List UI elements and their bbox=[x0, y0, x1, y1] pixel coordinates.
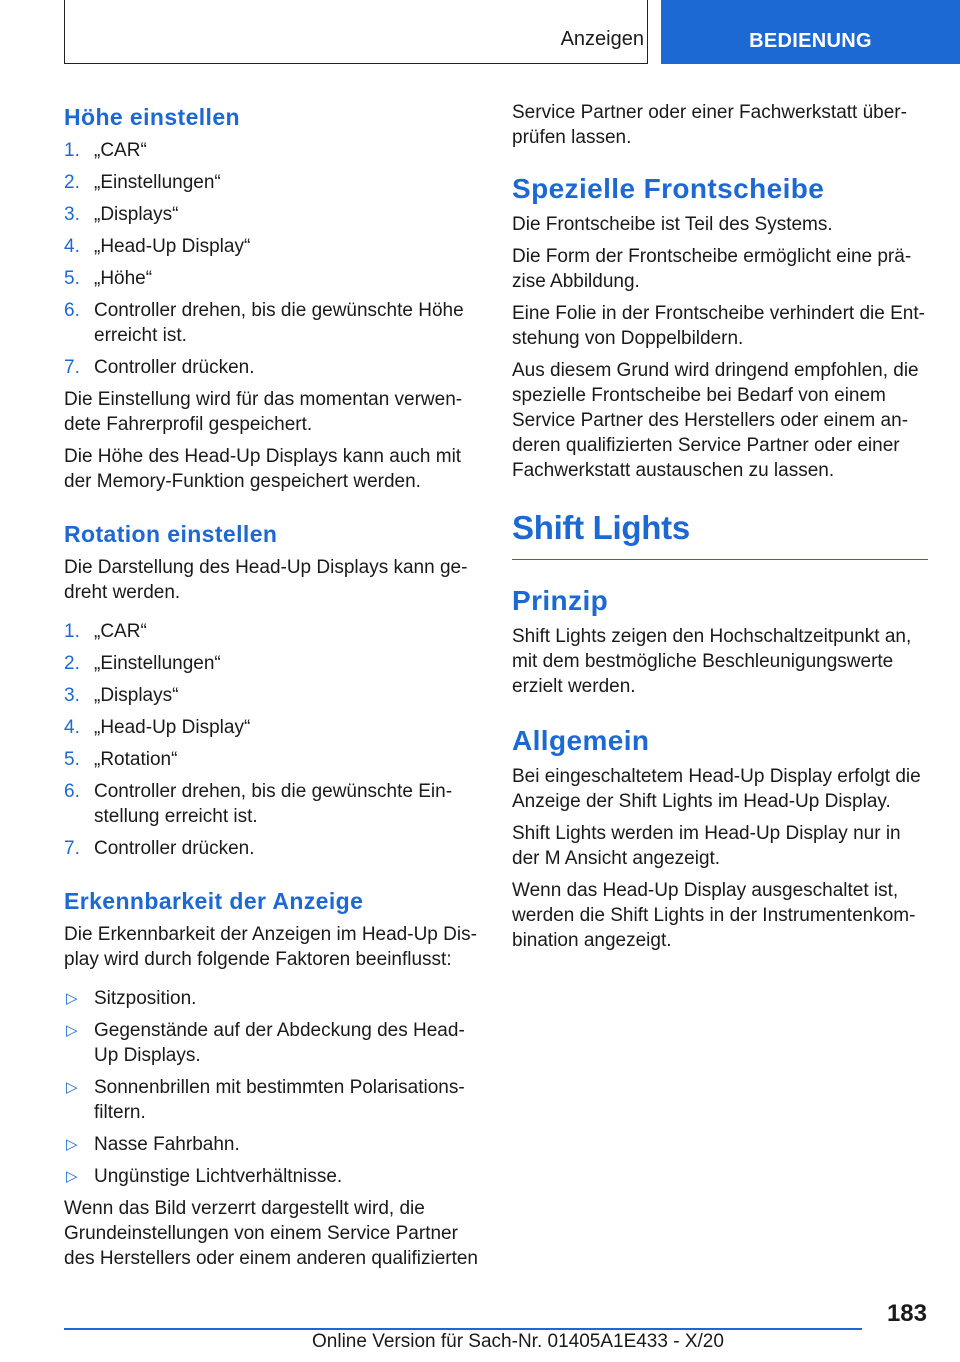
list-item: 4. „Head-Up Display“ bbox=[64, 236, 251, 257]
list-item: 2. „Einstellungen“ bbox=[64, 172, 221, 193]
paragraph: Bei eingeschaltetem Head-Up Display erfolgt die Anzeige der Shift Lights im Head-Up Display. bbox=[512, 766, 921, 812]
paragraph: Die Höhe des Head-Up Displays kann auch mit der Memory-Funktion gespeichert werden. bbox=[64, 446, 462, 492]
list-item: 7. Controller drücken. bbox=[64, 357, 255, 378]
paragraph: Die Frontscheibe ist Teil des Systems. bbox=[512, 214, 833, 235]
footer-online-version: Online Version für Sach-Nr. 01405A1E433 - X/20 bbox=[312, 1331, 724, 1352]
heading-rotation-einstellen: Rotation einstellen bbox=[64, 521, 278, 547]
list-item: 4. „Head-Up Display“ bbox=[64, 717, 251, 738]
heading-erkennbarkeit: Erkennbarkeit der Anzeige bbox=[64, 888, 364, 914]
paragraph: Shift Lights werden im Head-Up Display nur in der M Ansicht angezeigt. bbox=[512, 823, 901, 869]
right-column bbox=[512, 100, 928, 960]
list-item: 5. „Höhe“ bbox=[64, 268, 153, 289]
paragraph: Wenn das Bild verzerrt dargestellt wird, die Grundeinstellungen von einem Service Partner des Herstellers oder einem anderen qualifizierten bbox=[64, 1198, 479, 1269]
triangle-bullet-icon: ▷ bbox=[66, 1136, 78, 1153]
footer-divider bbox=[64, 1328, 862, 1330]
triangle-bullet-icon: ▷ bbox=[66, 1022, 78, 1039]
list-item: ▷ Sonnenbrillen mit bestimmten Polarisationsfiltern. bbox=[66, 1077, 465, 1123]
paragraph: Service Partner oder einer Fachwerkstatt überprüfen lassen. bbox=[512, 102, 907, 148]
heading-hoehe-einstellen: Höhe einstellen bbox=[64, 104, 240, 130]
paragraph: Die Erkennbarkeit der Anzeigen im Head-Up Display wird durch folgende Faktoren beeinflusst: bbox=[64, 924, 477, 970]
heading-spezielle-frontscheibe: Spezielle Frontscheibe bbox=[512, 173, 825, 204]
list-item: ▷ Sitzposition. bbox=[66, 988, 197, 1009]
header-chapter-label: BEDIENUNG bbox=[749, 29, 872, 52]
paragraph: Die Form der Frontscheibe ermöglicht eine präzise Abbildung. bbox=[512, 246, 912, 292]
list-item: ▷ Gegenstände auf der Abdeckung des Head-Up Displays. bbox=[66, 1020, 465, 1066]
steps-hoehe bbox=[64, 138, 478, 380]
list-item: 5. „Rotation“ bbox=[64, 749, 178, 770]
triangle-bullet-icon: ▷ bbox=[66, 1168, 78, 1185]
steps-rotation bbox=[64, 619, 478, 861]
paragraph: Wenn das Head-Up Display ausgeschaltet ist, werden die Shift Lights in der Instrumentenkombination angezeigt. bbox=[512, 880, 916, 951]
left-column bbox=[64, 100, 478, 1278]
paragraph: Die Darstellung des Head-Up Displays kann gedreht werden. bbox=[64, 557, 468, 603]
list-item: 7. Controller drücken. bbox=[64, 838, 255, 859]
paragraph: Shift Lights zeigen den Hochschaltzeitpunkt an, mit dem bestmögliche Beschleunigungswerte erzielt werden. bbox=[512, 626, 912, 697]
list-item: 3. „Displays“ bbox=[64, 685, 179, 706]
triangle-bullet-icon: ▷ bbox=[66, 990, 78, 1007]
list-item: 6. Controller drehen, bis die gewünschte Einstellung erreicht ist. bbox=[64, 781, 453, 827]
heading-prinzip: Prinzip bbox=[512, 585, 609, 616]
triangle-bullet-icon: ▷ bbox=[66, 1079, 78, 1096]
list-item: ▷ Ungünstige Lichtverhältnisse. bbox=[66, 1166, 343, 1187]
paragraph: Eine Folie in der Frontscheibe verhindert die Entstehung von Doppelbildern. bbox=[512, 303, 925, 349]
header-section-title: Anzeigen bbox=[560, 28, 644, 50]
list-item: 1. „CAR“ bbox=[64, 140, 147, 161]
list-item: 2. „Einstellungen“ bbox=[64, 653, 221, 674]
list-item: ▷ Nasse Fahrbahn. bbox=[66, 1134, 240, 1155]
heading-allgemein: Allgemein bbox=[512, 725, 650, 756]
paragraph: Die Einstellung wird für das momentan verwendete Fahrerprofil gespeichert. bbox=[64, 389, 463, 435]
page-number: 183 bbox=[886, 1300, 927, 1327]
factor-list bbox=[64, 986, 478, 1189]
list-item: 6. Controller drehen, bis die gewünschte Höhe erreicht ist. bbox=[64, 300, 464, 346]
list-item: 3. „Displays“ bbox=[64, 204, 179, 225]
header-chapter-tab[interactable] bbox=[661, 0, 960, 64]
chapter-title-shift-lights: Shift Lights bbox=[512, 505, 928, 560]
paragraph: Aus diesem Grund wird dringend empfohlen, die spezielle Frontscheibe bei Bedarf von einem Service Partner des Herstellers oder einem anderen qualifizierten Service Partner oder einer Fachwerkstatt austauschen zu lassen. bbox=[512, 360, 919, 481]
list-item: 1. „CAR“ bbox=[64, 621, 147, 642]
